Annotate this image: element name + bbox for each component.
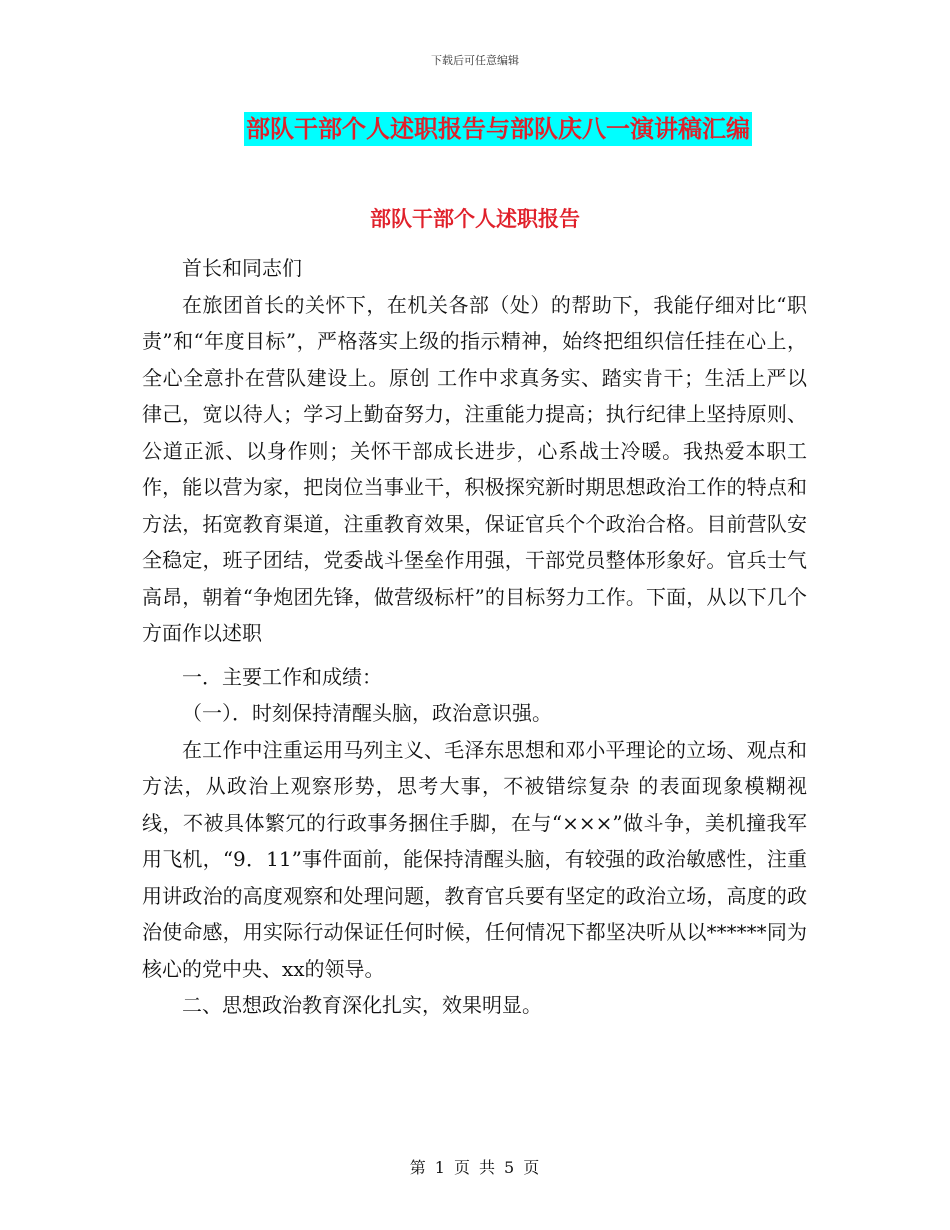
section-heading: 一．主要工作和成绩： [182,664,382,689]
main-title: 部队干部个人述职报告与部队庆八一演讲稿汇编 [244,112,752,146]
page-current: 1 [434,1158,446,1177]
page-unit: 页 [453,1158,471,1177]
page-word: 第 [409,1158,427,1177]
total-unit: 页 [523,1158,541,1177]
body-text [142,250,807,1024]
header-note: 下载后可任意编辑 [431,54,519,67]
body-paragraph: 在工作中注重运用马列主义、毛泽东思想和邓小平理论的立场、观点和方法，从政治上观察形势，思考大事，不被错综复杂 的表面现象模糊视线，不被具体繁冗的行政事务捆住手脚，在与“×××”做斗争，美机撞我军用飞机，“9．11”事件面前，能保持清醒头脑，有较强的政治敏感性，注重用讲政治的高度观察和处理问题，教育官兵要有坚定的政治立场，高度的政治使命感，用实际行动保证任何时候，任何情况下都坚决听从以******同为核心的党中央、xx的领导。 [142,737,807,981]
section-title: 部队干部个人述职报告 [370,207,580,231]
salutation-paragraph: 首长和同志们 [182,256,302,280]
section-heading: 二、思想政治教育深化扎实，效果明显。 [182,993,542,1017]
body-paragraph: 在旅团首长的关怀下，在机关各部（处）的帮助下，我能仔细对比“职责”和“年度目标”，严格落实上级的指示精神，始终把组织信任挂在心上，全心全意扑在营队建设上。原创 工作中求真务实、踏实肯干；生活上严以律己，宽以待人；学习上勤奋努力，注重能力提高；执行纪律上坚持原则、公道正派、以身作则；关怀干部成长进步，心系战士冷暖。我热爱本职工作，能以营为家，把岗位当事业干，积极探究新时期思想政治工作的特点和方法，拓宽教育渠道，注重教育效果，保证官兵个个政治合格。目前营队安全稳定，班子团结，党委战斗堡垒作用强，干部党员整体形象好。官兵士气高昂，朝着“争炮团先锋，做营级标杆”的目标努力工作。下面，从以下几个方面作以述职 [142,292,807,645]
subsection-heading: （一）．时刻保持清醒头脑，政治意识强。 [182,701,552,725]
total-word: 共 [479,1158,497,1177]
page-footer [0,1155,950,1178]
main-title-container [0,112,950,146]
page-total: 5 [504,1158,516,1177]
